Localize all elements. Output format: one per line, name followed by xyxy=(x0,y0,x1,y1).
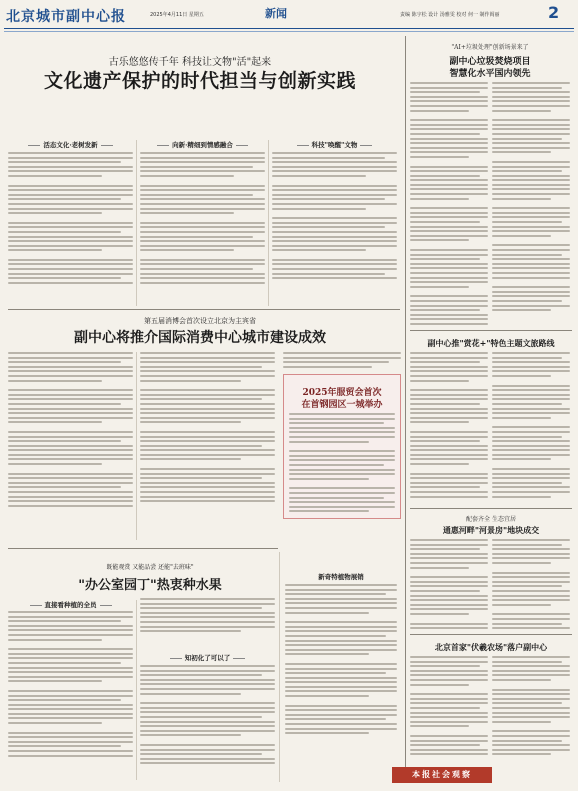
story1-subhead-3: 科技"唤醒"文物 xyxy=(272,140,397,149)
column-divider xyxy=(136,140,137,306)
box-headline-line-1: 2025年服贸会首次 xyxy=(302,388,382,398)
masthead-rule-thin xyxy=(4,31,574,32)
story3-column-1 xyxy=(8,611,133,781)
plant-news-body xyxy=(285,584,397,762)
column-divider xyxy=(136,600,137,780)
section-divider xyxy=(410,634,572,635)
story3-column-2-top xyxy=(140,598,275,648)
plant-news-title: 新奇特植物展销 xyxy=(318,573,364,581)
story1-headline: 文化遗产保护的时代担当与创新实践 xyxy=(43,70,356,92)
story3-subhead-2: 知初化了可以了 xyxy=(140,653,275,662)
right1-kicker: "AI+垃圾处理"创新场景来了 xyxy=(451,44,529,51)
story1-column-3 xyxy=(272,152,397,307)
right1-headline-line-2: 智慧化水平国内领先 xyxy=(449,69,531,79)
story2-kicker: 第五届消博会首次设立北京为主宾省 xyxy=(144,317,256,325)
section-name: 新闻 xyxy=(265,7,287,20)
story1-column-1 xyxy=(8,152,133,307)
right1-column-1 xyxy=(410,82,488,327)
section-divider xyxy=(410,508,572,509)
story1-subhead-1: 活态文化·老树发新 xyxy=(8,140,133,149)
social-observation-banner: 本报社会观察 xyxy=(392,767,492,783)
section-divider xyxy=(8,309,400,310)
story1-column-2 xyxy=(140,152,265,307)
masthead-rule xyxy=(4,28,574,29)
story1-kicker: 古乐悠悠传千年 科技让文物"活"起来 xyxy=(108,57,272,68)
editor-credits: 责编 陈宇松 设计 汤雅雯 校对 何一 制作阎丽 xyxy=(400,12,500,18)
sidebar-story-box xyxy=(283,374,401,519)
right1-headline-line-1: 副中心垃圾焚烧项目 xyxy=(449,57,531,67)
story3-column-2 xyxy=(140,665,275,780)
right-column-divider xyxy=(405,36,406,781)
story2-headline: 副中心将推介国际消费中心城市建设成效 xyxy=(74,330,326,346)
masthead xyxy=(0,0,578,44)
right3-column-1 xyxy=(410,539,488,629)
right4-column-2 xyxy=(492,656,570,762)
story2-column-3-top xyxy=(283,352,401,372)
box-body xyxy=(289,413,395,513)
newspaper-title: 北京城市副中心报 xyxy=(6,9,126,25)
story2-column-1 xyxy=(8,352,133,540)
right3-kicker: 配套齐全 生态宜居 xyxy=(466,516,516,523)
column-divider xyxy=(268,140,269,306)
box-headline-line-2: 在首钢园区一城举办 xyxy=(301,400,383,410)
section-divider xyxy=(8,548,278,549)
right2-headline: 副中心推"赏花+"特色主题文旅路线 xyxy=(427,338,555,348)
issue-date: 2025年4月11日 星期五 xyxy=(150,12,204,18)
story3-kicker: 既能观赏 又能品尝 还能"去班味" xyxy=(106,564,194,571)
right4-column-1 xyxy=(410,656,488,762)
right3-headline: 通惠河畔"河景房"地块成交 xyxy=(442,525,540,535)
right2-column-2 xyxy=(492,352,570,502)
story3-subhead-1: 直接看种植的全员 xyxy=(8,600,133,609)
column-divider xyxy=(279,552,280,782)
right2-column-1 xyxy=(410,352,488,502)
right4-headline: 北京首家"伏羲农场"落户副中心 xyxy=(434,642,548,652)
story2-column-2 xyxy=(140,352,275,540)
story1-subhead-2: 向新·精细到情感融合 xyxy=(140,140,265,149)
story3-headline: "办公室园丁"热衷种水果 xyxy=(78,578,222,593)
section-divider xyxy=(410,330,572,331)
page-number: 2 xyxy=(548,3,560,22)
column-divider xyxy=(136,352,137,540)
right3-column-2 xyxy=(492,539,570,629)
right1-column-2 xyxy=(492,82,570,327)
